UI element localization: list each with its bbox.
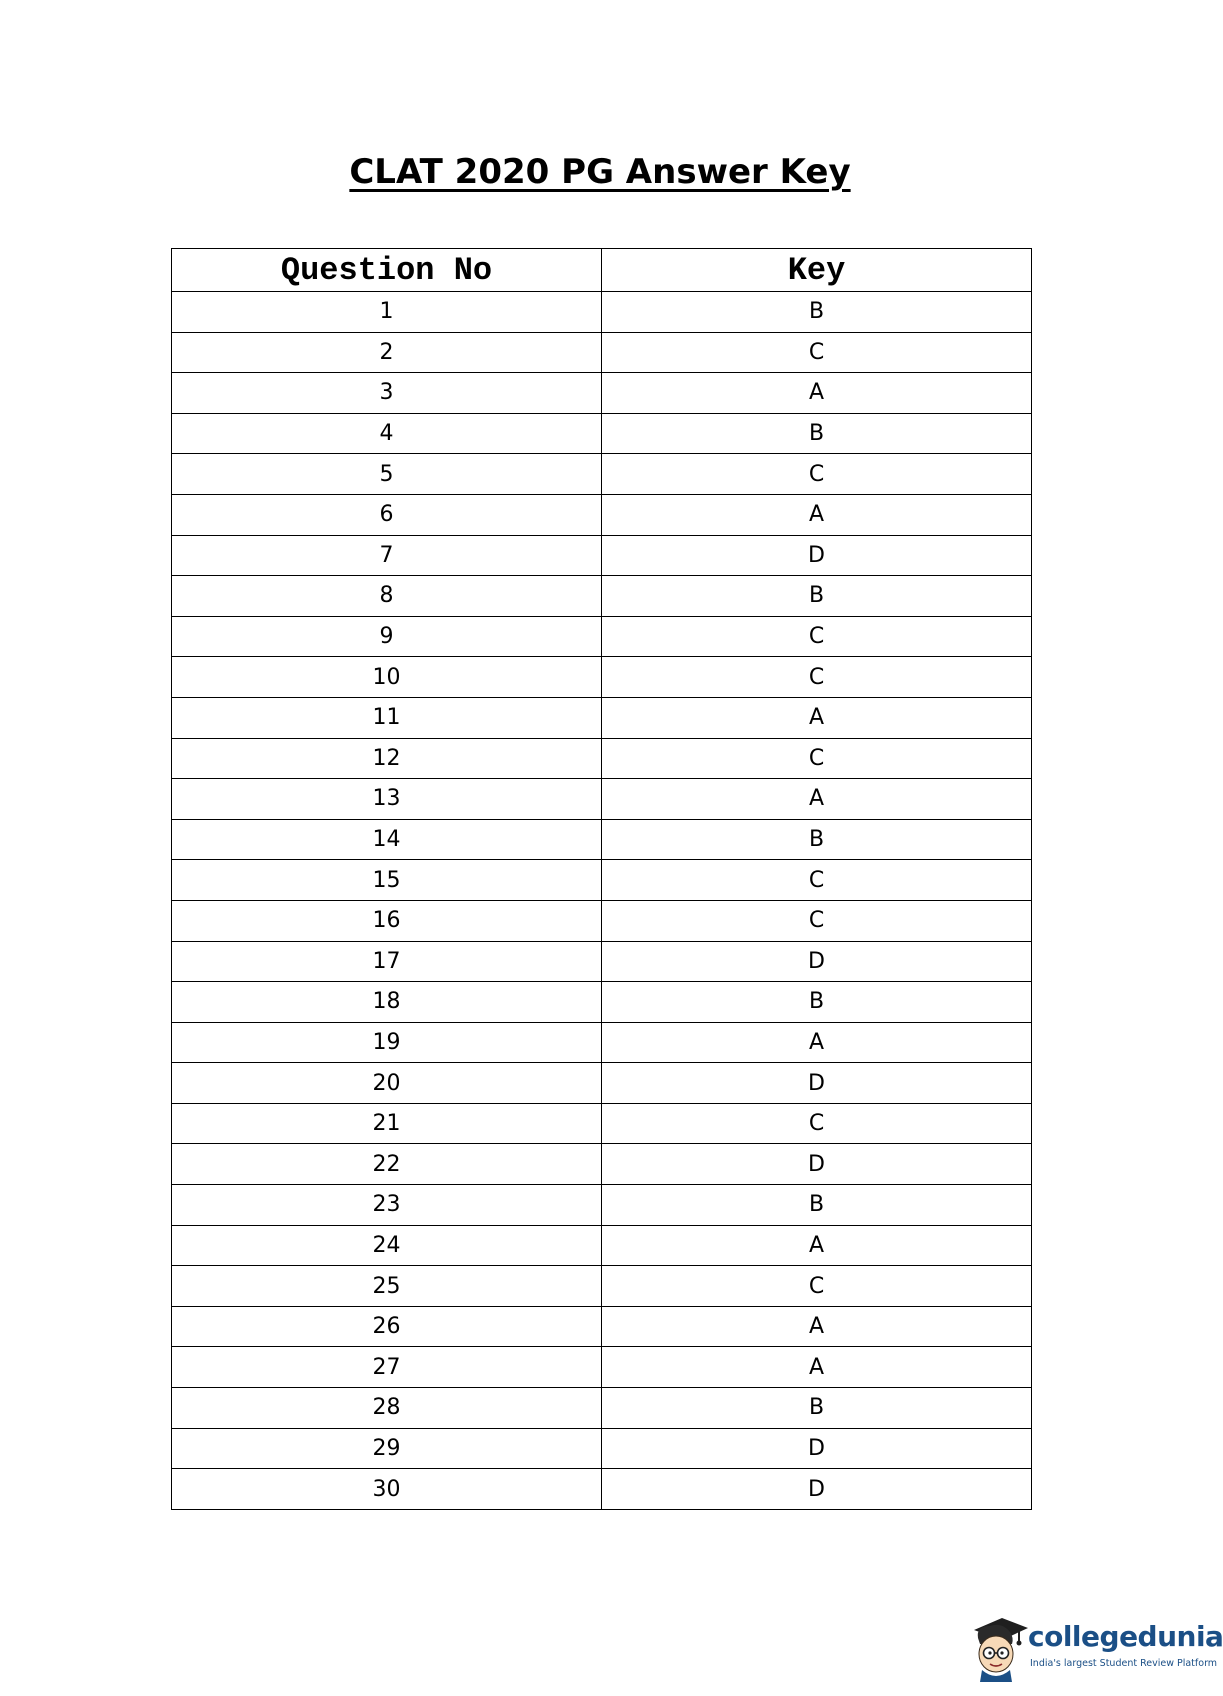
answer-key-cell: A <box>602 697 1032 738</box>
answer-key-cell: A <box>602 1306 1032 1347</box>
question-number-cell: 2 <box>172 332 602 373</box>
table-row <box>172 1469 1032 1510</box>
question-number-cell: 11 <box>172 697 602 738</box>
question-number-cell: 21 <box>172 1103 602 1144</box>
table-row <box>172 697 1032 738</box>
question-number-cell: 28 <box>172 1388 602 1429</box>
answer-key-cell: C <box>602 657 1032 698</box>
question-number-cell: 13 <box>172 779 602 820</box>
question-number-cell: 22 <box>172 1144 602 1185</box>
table-row <box>172 1266 1032 1307</box>
answer-key-cell: B <box>602 982 1032 1023</box>
question-number-cell: 5 <box>172 454 602 495</box>
column-header-question-no: Question No <box>172 249 602 292</box>
question-number-cell: 15 <box>172 860 602 901</box>
table-row <box>172 1388 1032 1429</box>
table-row <box>172 373 1032 414</box>
answer-key-cell: C <box>602 1266 1032 1307</box>
table-row <box>172 900 1032 941</box>
answer-key-cell: C <box>602 1103 1032 1144</box>
table-row <box>172 1347 1032 1388</box>
table-row <box>172 535 1032 576</box>
student-mascot-icon <box>968 1612 1030 1682</box>
answer-key-cell: B <box>602 413 1032 454</box>
answer-key-cell: A <box>602 1347 1032 1388</box>
answer-key-cell: A <box>602 1022 1032 1063</box>
answer-key-cell: D <box>602 535 1032 576</box>
table-row <box>172 1022 1032 1063</box>
table-row <box>172 454 1032 495</box>
question-number-cell: 26 <box>172 1306 602 1347</box>
question-number-cell: 18 <box>172 982 602 1023</box>
table-header-row <box>172 249 1032 292</box>
question-number-cell: 8 <box>172 576 602 617</box>
table-row <box>172 1428 1032 1469</box>
question-number-cell: 20 <box>172 1063 602 1104</box>
question-number-cell: 14 <box>172 819 602 860</box>
table-row <box>172 1063 1032 1104</box>
table-row <box>172 332 1032 373</box>
table-row <box>172 982 1032 1023</box>
question-number-cell: 23 <box>172 1185 602 1226</box>
table-row <box>172 616 1032 657</box>
table-row <box>172 292 1032 333</box>
question-number-cell: 25 <box>172 1266 602 1307</box>
answer-key-cell: D <box>602 1063 1032 1104</box>
question-number-cell: 7 <box>172 535 602 576</box>
page-title-text: CLAT 2020 PG Answer Key <box>349 152 851 192</box>
question-number-cell: 24 <box>172 1225 602 1266</box>
collegedunia-logo <box>968 1612 1223 1682</box>
table-row <box>172 779 1032 820</box>
table-row <box>172 1144 1032 1185</box>
answer-key-cell: A <box>602 1225 1032 1266</box>
question-number-cell: 9 <box>172 616 602 657</box>
answer-key-cell: A <box>602 373 1032 414</box>
question-number-cell: 29 <box>172 1428 602 1469</box>
column-header-key: Key <box>602 249 1032 292</box>
table-row <box>172 819 1032 860</box>
answer-key-cell: B <box>602 1388 1032 1429</box>
table-row <box>172 860 1032 901</box>
table-row <box>172 1185 1032 1226</box>
answer-key-cell: B <box>602 1185 1032 1226</box>
question-number-cell: 27 <box>172 1347 602 1388</box>
question-number-cell: 12 <box>172 738 602 779</box>
table-row <box>172 494 1032 535</box>
answer-key-cell: C <box>602 454 1032 495</box>
question-number-cell: 17 <box>172 941 602 982</box>
answer-key-cell: C <box>602 738 1032 779</box>
logo-tagline: India's largest Student Review Platform <box>1030 1658 1218 1669</box>
question-number-cell: 6 <box>172 494 602 535</box>
table-row <box>172 738 1032 779</box>
table-row <box>172 657 1032 698</box>
table-row <box>172 1306 1032 1347</box>
table-row <box>172 1225 1032 1266</box>
table-body <box>172 292 1032 1510</box>
question-number-cell: 19 <box>172 1022 602 1063</box>
table-row <box>172 576 1032 617</box>
table-row <box>172 941 1032 982</box>
answer-key-table <box>171 248 1032 1510</box>
answer-key-cell: D <box>602 1428 1032 1469</box>
page-title <box>0 150 1200 194</box>
question-number-cell: 30 <box>172 1469 602 1510</box>
table-row <box>172 1103 1032 1144</box>
question-number-cell: 10 <box>172 657 602 698</box>
answer-key-cell: D <box>602 941 1032 982</box>
question-number-cell: 3 <box>172 373 602 414</box>
answer-key-cell: B <box>602 819 1032 860</box>
answer-key-cell: A <box>602 494 1032 535</box>
answer-key-cell: D <box>602 1144 1032 1185</box>
answer-key-cell: D <box>602 1469 1032 1510</box>
question-number-cell: 1 <box>172 292 602 333</box>
answer-key-cell: B <box>602 576 1032 617</box>
answer-key-cell: C <box>602 616 1032 657</box>
question-number-cell: 4 <box>172 413 602 454</box>
answer-key-cell: C <box>602 332 1032 373</box>
answer-key-cell: C <box>602 900 1032 941</box>
table-row <box>172 413 1032 454</box>
question-number-cell: 16 <box>172 900 602 941</box>
logo-wordmark: collegedunia <box>1028 1620 1223 1653</box>
answer-key-cell: C <box>602 860 1032 901</box>
answer-key-cell: A <box>602 779 1032 820</box>
answer-key-cell: B <box>602 292 1032 333</box>
